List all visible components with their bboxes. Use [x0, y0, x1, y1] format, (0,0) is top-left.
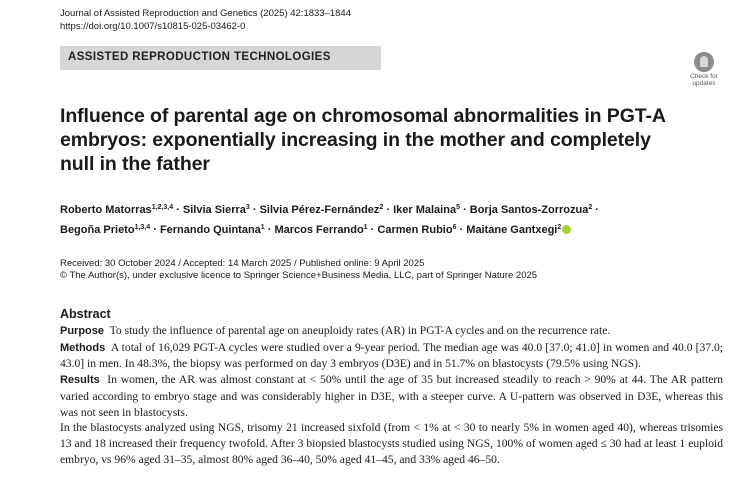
- methods-label: Methods: [60, 341, 106, 354]
- methods-text: A total of 16,029 PGT-A cycles were studied over a 9-year period. The median age was 40.0 [37.0; 41.0] in women and 40.0 [37.0; 43.0] in men. In 48.3%, the biopsy was performed on day 3 embryos (D3E) and in 51.7% on blastocysts (79.5% using NGS).: [60, 340, 723, 371]
- copyright-notice: © The Author(s), under exclusive licence to Springer Science+Business Media, LLC, part of Springer Nature 2025: [60, 270, 538, 281]
- affiliation-sup: 3: [245, 204, 250, 211]
- results-label: Results: [60, 374, 100, 387]
- check-updates-label: Check for updates: [690, 73, 718, 87]
- affiliation-sup: 1: [260, 224, 265, 231]
- check-updates-icon: [694, 52, 714, 72]
- affiliation-sup: 2: [379, 204, 384, 211]
- journal-citation: Journal of Assisted Reproduction and Genetics (2025) 42:1833–1844: [60, 8, 352, 19]
- affiliation-sup: 6: [452, 224, 457, 231]
- abstract-methods: [60, 340, 723, 372]
- affiliation-sup: 1,3,4: [134, 224, 151, 231]
- doi-link[interactable]: https://doi.org/10.1007/s10815-025-03462-0: [60, 21, 246, 32]
- abstract-body: [60, 323, 723, 467]
- affiliation-sup: 5: [456, 204, 460, 211]
- purpose-label: Purpose: [60, 325, 105, 337]
- affiliation-sup: 1: [363, 224, 368, 231]
- check-for-updates-button[interactable]: [684, 52, 724, 90]
- abstract-paragraph: In the blastocysts analyzed using NGS, trisomy 21 increased sixfold (from < 1% at < 30 to nearly 5% in women aged 40), whereas trisomies 13 and 18 increased their frequency twofold. After 3 biopsied blastocysts studied using NGS, 100% of women aged ≤ 30 had at least 1 euploid embryo, vs 96% aged 31–35, almost 80% aged 36–40, 50% aged 41–45, and 33% aged 46–50.: [60, 421, 723, 466]
- orcid-icon[interactable]: [562, 225, 571, 234]
- section-banner: [60, 46, 381, 70]
- author-name[interactable]: Borja Santos-Zorrozua: [469, 204, 589, 216]
- author-name[interactable]: Fernando Quintana: [159, 224, 261, 236]
- results-text: In women, the AR was almost constant at < 50% until the age of 35 but increased steadily to reach > 90% at 44. The AR pattern varied according to embryo stage and was considerably higher in D3E, with a steeper curve. A U-pattern was observed in D3E, whereas this was not seen in blastocysts.: [60, 373, 723, 419]
- author-name[interactable]: Silvia Sierra: [182, 204, 246, 216]
- affiliation-sup: 2: [557, 224, 562, 231]
- section-label: ASSISTED REPRODUCTION TECHNOLOGIES: [68, 51, 331, 63]
- author-name[interactable]: Marcos Ferrando: [274, 224, 364, 236]
- author-name[interactable]: Begoña Prieto: [60, 224, 135, 236]
- abstract-results: [60, 372, 723, 420]
- author-name[interactable]: Maitane Gantxegi: [466, 224, 558, 236]
- affiliation-sup: 1,2,3,4: [151, 204, 174, 211]
- affiliation-sup: 2: [588, 204, 593, 211]
- abstract-heading: Abstract: [60, 307, 111, 321]
- author-name[interactable]: Roberto Matorras: [60, 204, 152, 216]
- author-name[interactable]: Silvia Pérez-Fernández: [259, 204, 380, 216]
- author-name[interactable]: Carmen Rubio: [377, 224, 453, 236]
- author-line-1: Roberto Matorras$^{1,2,3,4}$ · Silvia Sierra$^3$ · Silvia Pérez-Fernández$^2$ · Iker Malaina$^5$ · Borja Santos-Zorrozua$^2$ ·: [60, 204, 599, 216]
- abstract-purpose: [60, 323, 723, 340]
- article-title: Influence of parental age on chromosomal abnormalities in PGT-A embryos: exponentially increasing in the mother and completely null in the father: [60, 105, 666, 175]
- author-line-2: Begoña Prieto$^{1,3,4}$ · Fernando Quintana$^1$ · Marcos Ferrando$^1$ · Carmen Rubio$^6$ · Maitane Gantxegi$^2$: [60, 219, 730, 239]
- author-list: [60, 199, 730, 239]
- publication-history: Received: 30 October 2024 / Accepted: 14 March 2025 / Published online: 9 April 2025: [60, 258, 425, 269]
- purpose-text: To study the influence of parental age on aneuploidy rates (AR) in PGT-A cycles and on the recurrence rate.: [109, 324, 611, 337]
- author-name[interactable]: Iker Malaina: [393, 204, 457, 216]
